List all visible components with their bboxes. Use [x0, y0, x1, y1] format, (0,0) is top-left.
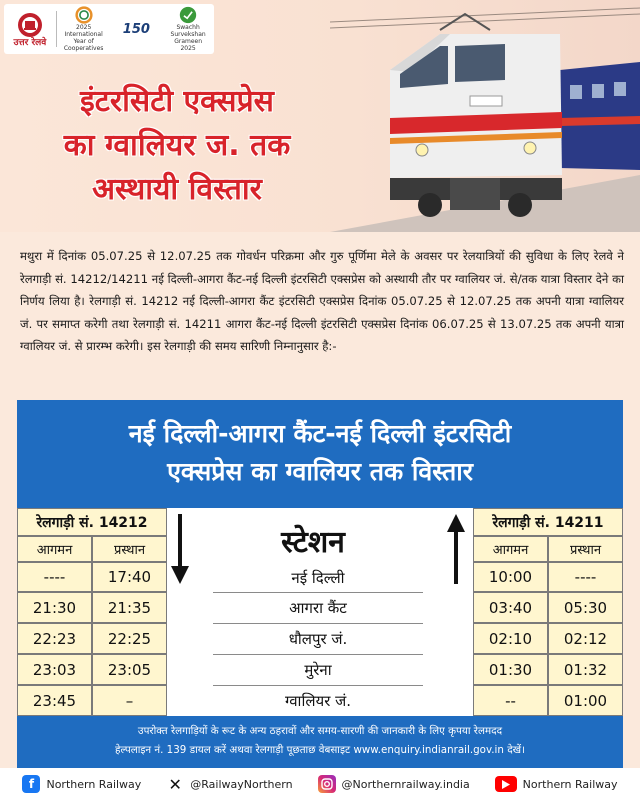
- table-row-3-left-departure: 22:25: [92, 623, 167, 654]
- table-row-5-left-departure: –: [92, 685, 167, 716]
- title-line-1: इंटरसिटी एक्सप्रेस: [80, 84, 274, 119]
- table-row-4-left-departure: 23:05: [92, 654, 167, 685]
- social-youtube-link[interactable]: [495, 776, 618, 792]
- table-row-5-station: ग्वालियर जं.: [285, 692, 351, 710]
- row-divider: [213, 623, 423, 624]
- enquiry-note: [17, 716, 623, 768]
- table-row-4-left-arrival: 23:03: [17, 654, 92, 685]
- social-bar: [0, 768, 640, 800]
- timetable: [17, 508, 623, 716]
- table-row-2-left-departure: 21:35: [92, 592, 167, 623]
- right-arrival-header: आगमन: [473, 536, 548, 562]
- left-arrival-header: आगमन: [17, 536, 92, 562]
- page-title: [12, 80, 342, 212]
- social-instagram-label: @Northernrailway.india: [341, 777, 470, 791]
- locomotive-image: [330, 0, 640, 232]
- anniversary-number: 150: [122, 21, 150, 37]
- social-x-link[interactable]: [166, 775, 292, 793]
- station-header: स्टेशन: [281, 525, 345, 560]
- table-row-2-station: आगरा कैंट: [289, 599, 347, 617]
- social-x-label: @RailwayNorthern: [190, 777, 293, 791]
- anniversary-logo: [111, 6, 163, 52]
- railway-logo-text: उत्तर रेलवे: [13, 37, 47, 48]
- railway-emblem-icon: [17, 12, 43, 38]
- social-youtube-label: Northern Railway: [522, 777, 618, 791]
- table-row-5-left-arrival: 23:45: [17, 685, 92, 716]
- social-facebook-label: Northern Railway: [46, 777, 142, 791]
- banner-line-1: नई दिल्ली-आगरा कैंट-नई दिल्ली इंटरसिटी: [128, 419, 512, 448]
- x-icon: ✕: [166, 775, 184, 793]
- table-row-4-right-departure: 01:32: [548, 654, 623, 685]
- right-departure-header: प्रस्थान: [548, 536, 623, 562]
- title-line-2: का ग्वालियर ज. तक: [63, 128, 291, 163]
- left-train-number: रेलगाड़ी सं. 14212: [17, 508, 167, 536]
- table-row-3-station: धौलपुर जं.: [288, 630, 348, 648]
- table-row-2-left-arrival: 21:30: [17, 592, 92, 623]
- logo-divider: [56, 11, 57, 47]
- social-instagram-link[interactable]: [318, 775, 470, 793]
- table-row-2-right-departure: 05:30: [548, 592, 623, 623]
- arrow-down-icon: [169, 514, 191, 586]
- banner-line-2: एक्सप्रेस का ग्वालियर तक विस्तार: [167, 457, 473, 486]
- table-row-4-station: मुरेना: [304, 661, 332, 679]
- cooperative-emblem-icon: [73, 6, 95, 24]
- right-train-number: रेलगाड़ी सं. 14211: [473, 508, 623, 536]
- facebook-icon: f: [22, 775, 40, 793]
- table-row-1-left-arrival: ----: [17, 562, 92, 592]
- arrow-up-icon: [445, 512, 467, 584]
- note-line-1: उपरोक्त रेलगाड़ियों के रूट के अन्य ठहरावों और समय-सारणी की जानकारी के लिए कृपया रेलमदद: [137, 725, 503, 737]
- table-row-4-right-arrival: 01:30: [473, 654, 548, 685]
- indian-railways-logo: [8, 6, 52, 52]
- header: [0, 0, 640, 232]
- swachh-emblem-icon: [177, 6, 199, 24]
- table-row-3-right-arrival: 02:10: [473, 623, 548, 654]
- youtube-icon: [495, 776, 517, 792]
- row-divider: [213, 592, 423, 593]
- extension-banner: [17, 400, 623, 508]
- social-facebook-link[interactable]: [22, 775, 141, 793]
- swachh-logo: [166, 6, 210, 52]
- table-row-3-left-arrival: 22:23: [17, 623, 92, 654]
- table-row-1-right-departure: ----: [548, 562, 623, 592]
- cooperatives-logo: [61, 6, 107, 52]
- intro-paragraph: मथुरा में दिनांक 05.07.25 से 12.07.25 तक गोवर्धन परिक्रमा और गुरु पूर्णिमा मेले के अवसर पर रेलयात्रियों की सुविधा के लिए रेलवे ने रेलगाड़ी सं. 14212/14211 नई दिल्ली-आगरा कैंट-नई दिल्ली इंटरसिटी एक्सप्रेस को अस्थायी तौर पर ग्वालियर जं. से/तक यात्रा विस्तार देने का निर्णय लिया है। रेलगाड़ी सं. 14212 नई दिल्ली-आगरा कैंट इंटरसिटी एक्सप्रेस दिनांक 05.07.25 से 12.07.25 तक अपनी यात्रा ग्वालियर जं. पर समाप्त करेगी तथा रेलगाड़ी सं. 14211 आगरा कैंट-नई दिल्ली इंटरसिटी एक्सप्रेस दिनांक 06.07.25 से 13.07.25 तक अपनी यात्रा ग्वालियर जं. से प्रारम्भ करेगी। इस रेलगाड़ी की समय सारिणी निम्नानुसार है:-: [20, 249, 624, 354]
- table-row-5-right-departure: 01:00: [548, 685, 623, 716]
- swachh-text: Swachh Survekshan Grameen 2025: [170, 24, 206, 52]
- table-row-1-left-departure: 17:40: [92, 562, 167, 592]
- table-row-2-right-arrival: 03:40: [473, 592, 548, 623]
- instagram-icon: [318, 775, 336, 793]
- coop-year-mark: 2025: [76, 24, 92, 31]
- table-row-5-right-arrival: --: [473, 685, 548, 716]
- note-line-2: हेल्पलाइन नं. 139 डायल करें अथवा रेलगाड़ी पूछताछ वेबसाइट www.enquiry.indianrail.gov.in देखें।: [115, 744, 525, 756]
- table-row-1-station: नई दिल्ली: [291, 569, 345, 587]
- table-row-1-right-arrival: 10:00: [473, 562, 548, 592]
- coop-year-text: International Year of Cooperatives: [63, 31, 104, 52]
- logo-strip: [4, 4, 214, 54]
- row-divider: [213, 654, 423, 655]
- left-departure-header: प्रस्थान: [92, 536, 167, 562]
- row-divider: [213, 685, 423, 686]
- table-row-3-right-departure: 02:12: [548, 623, 623, 654]
- title-line-3: अस्थायी विस्तार: [92, 172, 262, 207]
